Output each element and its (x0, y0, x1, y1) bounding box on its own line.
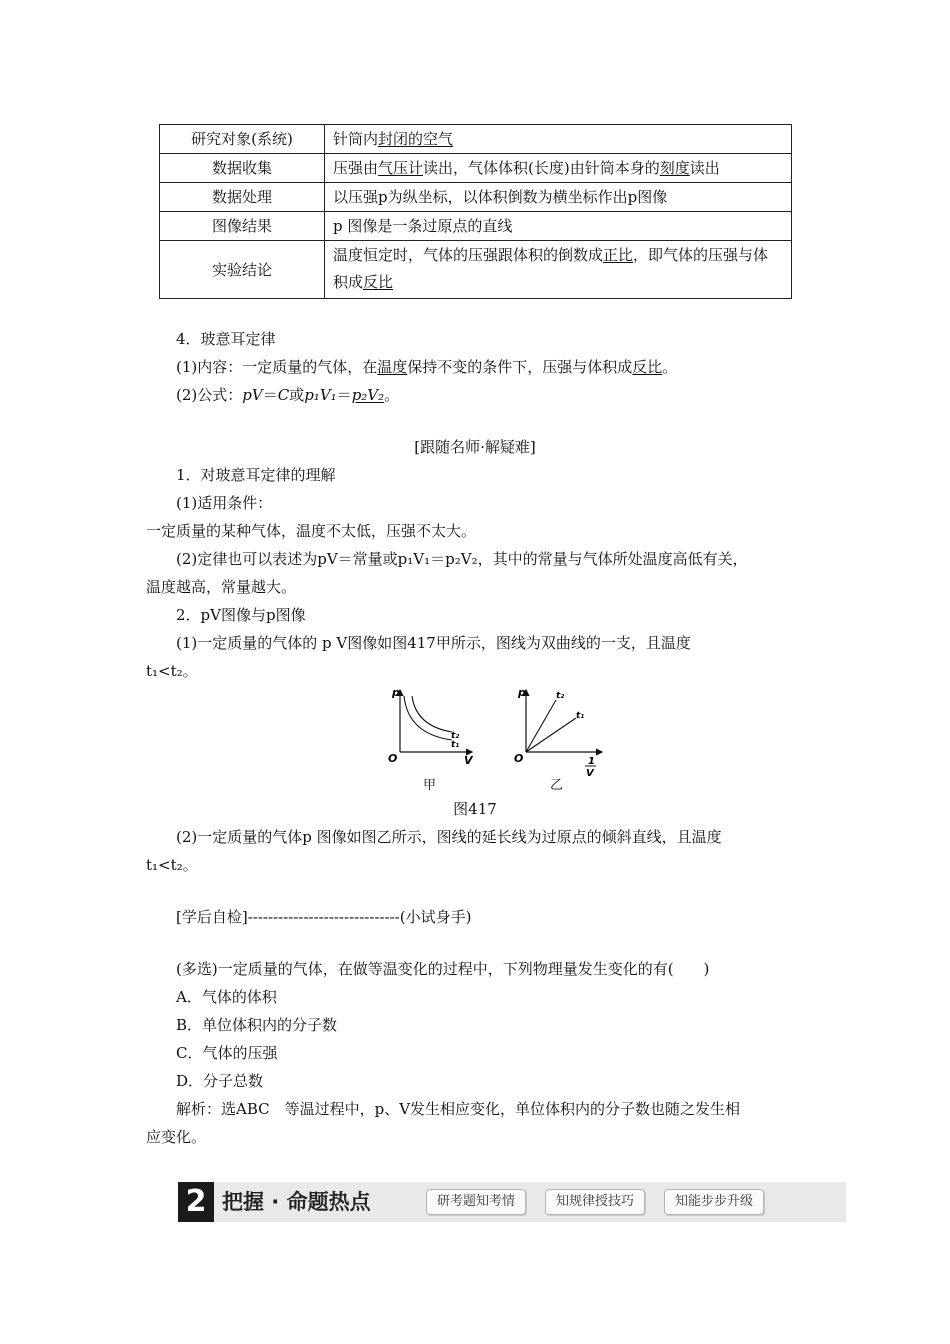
axis-label-p: p (518, 686, 526, 699)
pv-graphs-figure (380, 682, 610, 790)
text-line: 温度越高，常量越大。 (146, 578, 297, 596)
section-banner-title: 把握 · 命题热点 (222, 1190, 371, 1214)
text-line: t₁<t₂。 (146, 856, 198, 874)
quiz-answer-cont: 应变化。 (146, 1128, 207, 1146)
line-t1 (526, 718, 576, 752)
quiz-header: [学后自检]------------------------------(小试身手) (176, 908, 472, 926)
text-line: t₁<t₂。 (146, 662, 198, 680)
table-row (160, 212, 792, 241)
row-key: 数据处理 (160, 183, 325, 212)
quiz-option-c: C．气体的压强 (176, 1044, 278, 1062)
subheading: 2．pV图像与p图像 (176, 606, 306, 624)
t2-label: t₂ (451, 731, 460, 741)
t1-label: t₁ (576, 711, 585, 721)
section-title: [跟随名师·解疑难] (414, 438, 536, 456)
text-line: (1)适用条件： (176, 494, 273, 512)
quiz-option-b: B．单位体积内的分子数 (176, 1016, 338, 1034)
section-banner (178, 1182, 846, 1222)
line-t2 (526, 700, 556, 752)
isotherm-t1 (404, 696, 452, 740)
figure-right-name: 乙 (550, 778, 564, 793)
t1-label: t₁ (451, 740, 460, 750)
inverse-v-denominator: V (586, 768, 594, 779)
row-value: p 图像是一条过原点的直线 (325, 212, 792, 241)
row-value: 压强由气压计读出，气体体积(长度)由针筒本身的刻度读出 (325, 154, 792, 183)
text-line: 一定质量的某种气体，温度不太低，压强不太大。 (146, 522, 477, 540)
row-value: 针筒内封闭的空气 (325, 125, 792, 154)
section-number: 2 (178, 1182, 214, 1222)
row-key: 数据收集 (160, 154, 325, 183)
quiz-option-a: A．气体的体积 (176, 988, 277, 1006)
row-value: 温度恒定时，气体的压强跟体积的倒数成正比，即气体的压强与体积成反比 (325, 241, 792, 299)
pill-rules: 知规律授技巧 (545, 1189, 645, 1215)
text-line: (2)一定质量的气体p 图像如图乙所示，图线的延长线为过原点的倾斜直线，且温度 (176, 828, 722, 846)
origin-label: O (388, 752, 398, 765)
figure-caption: 图417 (453, 800, 497, 818)
law-heading: 4．玻意耳定律 (176, 330, 276, 348)
table-row (160, 125, 792, 154)
quiz-question: (多选)一定质量的气体，在做等温变化的过程中，下列物理量发生变化的有( ) (176, 960, 710, 978)
pill-progress: 知能步步升级 (664, 1189, 764, 1215)
subheading: 1．对玻意耳定律的理解 (176, 466, 336, 484)
law-formula: (2)公式：pV＝C或p₁V₁＝p₂V₂。 (176, 386, 400, 404)
figure-left-name: 甲 (423, 778, 437, 793)
axis-label-v: V (464, 754, 473, 767)
table-row (160, 241, 792, 299)
quiz-answer: 解析：选ABC 等温过程中，p、V发生相应变化，单位体积内的分子数也随之发生相 (176, 1100, 741, 1118)
table-row (160, 154, 792, 183)
row-value: 以压强p为纵坐标，以体积倒数为横坐标作出p图像 (325, 183, 792, 212)
text-line: (2)定律也可以表述为pV＝常量或p₁V₁＝p₂V₂，其中的常量与气体所处温度高低有关， (176, 550, 748, 568)
table-row (160, 183, 792, 212)
axis-label-p: p (392, 686, 400, 699)
experiment-table (159, 124, 792, 299)
text-line: (1)一定质量的气体的 p V图像如图417甲所示，图线为双曲线的一支，且温度 (176, 634, 691, 652)
origin-label: O (514, 752, 524, 765)
law-content: (1)内容：一定质量的气体，在温度保持不变的条件下，压强与体积成反比。 (176, 358, 678, 376)
t2-label: t₂ (556, 691, 565, 701)
inverse-v-numerator: 1 (588, 756, 595, 767)
row-key: 实验结论 (160, 241, 325, 299)
quiz-option-d: D．分子总数 (176, 1072, 264, 1090)
pill-research: 研考题知考情 (426, 1189, 526, 1215)
row-key: 研究对象(系统) (160, 125, 325, 154)
row-key: 图像结果 (160, 212, 325, 241)
